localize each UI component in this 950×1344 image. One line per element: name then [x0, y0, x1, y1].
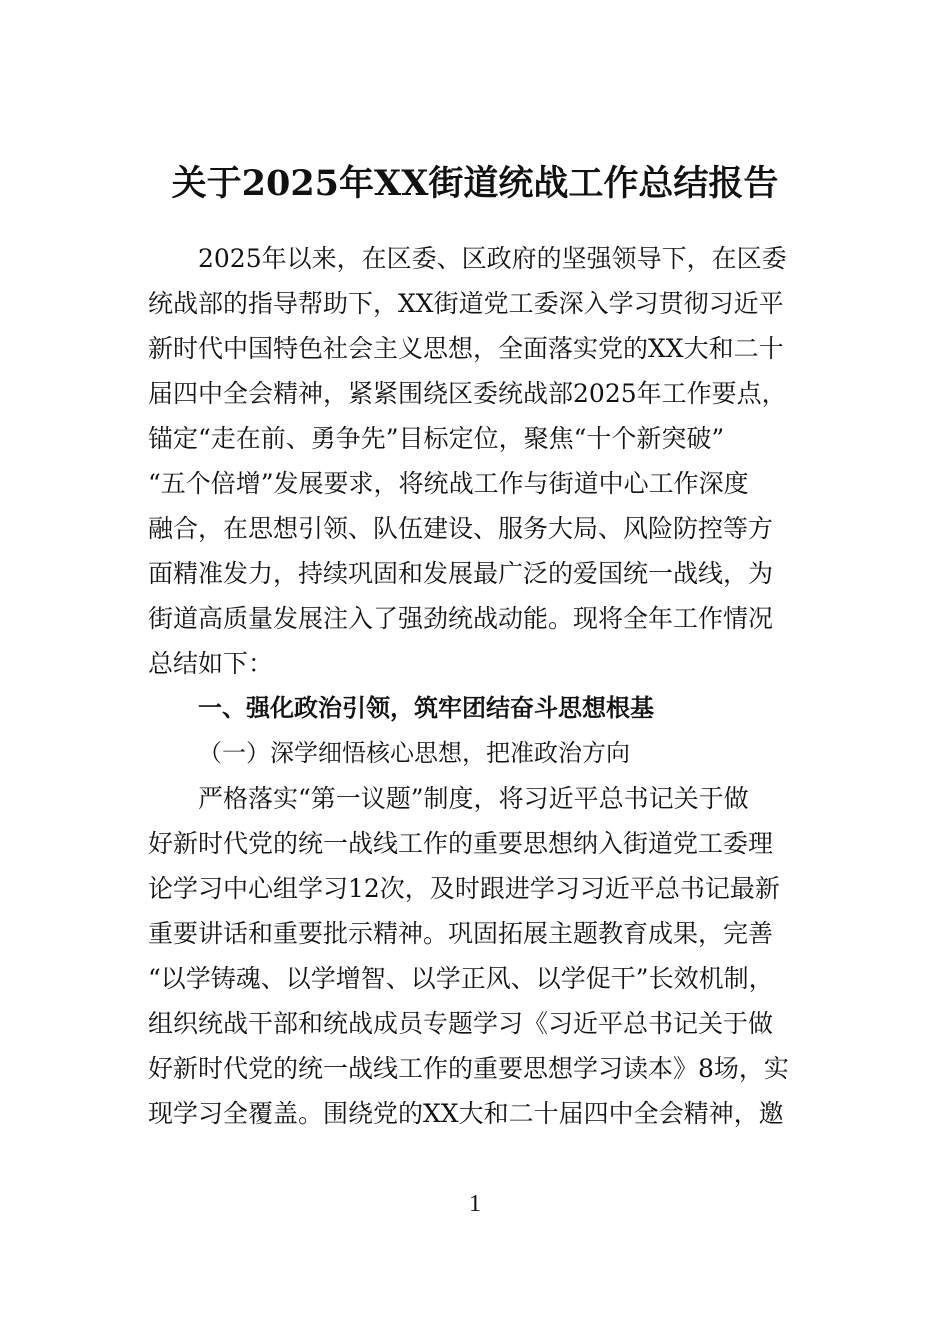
text-line: 新时代中国特色社会主义思想，全面落实党的XX大和二十: [148, 334, 784, 363]
text-line: 组织统战干部和统战成员专题学习《习近平总书记关于做: [148, 1009, 774, 1038]
text-line: “以学铸魂、以学增智、以学正风、以学促干”长效机制，: [148, 964, 774, 993]
page-number: 1: [469, 1191, 481, 1217]
text-line: 现学习全覆盖。围绕党的XX大和二十届四中全会精神，邀: [148, 1099, 784, 1128]
text-line: 街道高质量发展注入了强劲统战动能。现将全年工作情况: [148, 604, 774, 633]
text-line: 好新时代党的统一战线工作的重要思想纳入街道党工委理: [148, 829, 774, 858]
section-1: [148, 686, 808, 1136]
text-line: 面精准发力，持续巩固和发展最广泛的爱国统一战线，为: [148, 559, 774, 588]
text-line: 总结如下：: [148, 649, 274, 678]
text-line: 届四中全会精神，紧紧围绕区委统战部2025年工作要点，: [148, 379, 787, 408]
text-line: 严格落实“第一议题”制度，将习近平总书记关于做: [198, 784, 749, 813]
text-line: 论学习中心组学习12次，及时跟进学习习近平总书记最新: [148, 874, 780, 903]
text-line: 锚定“走在前、勇争先”目标定位，聚焦“十个新突破”: [148, 424, 725, 453]
text-line: 2025年以来，在区委、区政府的坚强领导下，在区委: [198, 244, 787, 273]
text-line: 统战部的指导帮助下，XX街道党工委深入学习贯彻习近平: [148, 289, 784, 318]
text-line: 重要讲话和重要批示精神。巩固拓展主题教育成果，完善: [148, 919, 774, 948]
document-title: 关于2025年XX街道统战工作总结报告: [171, 163, 779, 204]
text-line: “五个倍增”发展要求，将统战工作与街道中心工作深度: [148, 469, 749, 498]
text-line: 融合，在思想引领、队伍建设、服务大局、风险防控等方: [148, 514, 774, 543]
section-heading: 一、强化政治引领，筑牢团结奋斗思想根基: [198, 694, 654, 722]
intro-paragraph: [148, 236, 808, 686]
text-line: 好新时代党的统一战线工作的重要思想学习读本》8场，实: [148, 1054, 789, 1083]
subsection-heading: （一）深学细悟核心思想，把准政治方向: [198, 739, 630, 767]
